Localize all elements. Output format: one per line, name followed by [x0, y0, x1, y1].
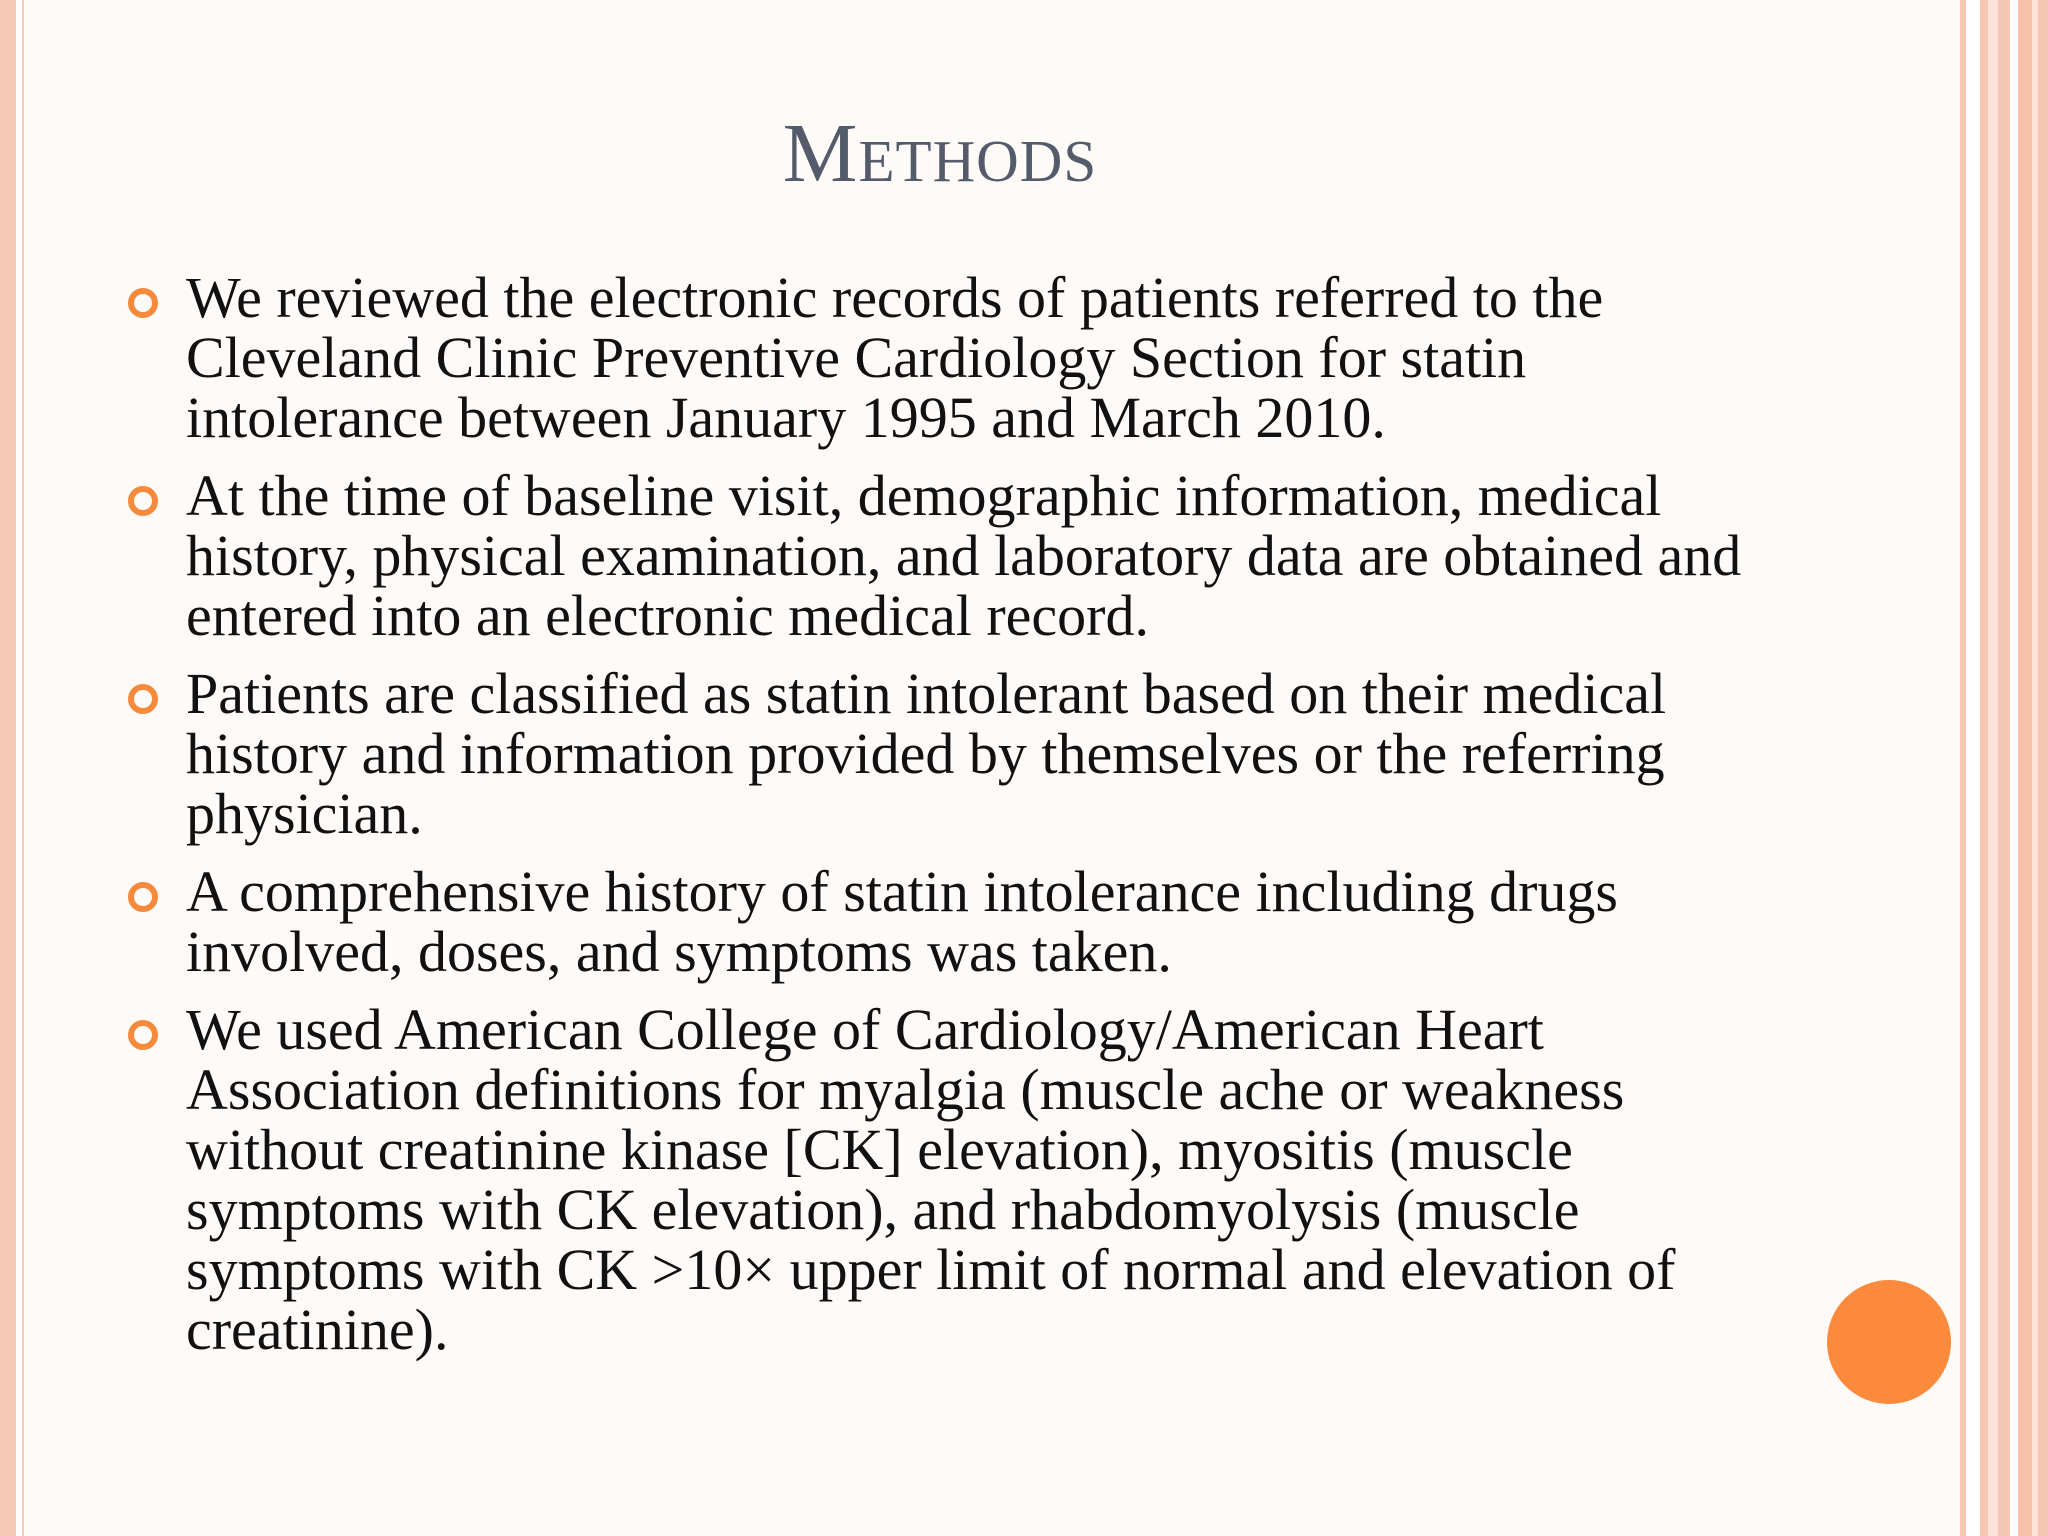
- bullet-ring-icon: [128, 1020, 158, 1050]
- bullet-item: [120, 265, 1780, 450]
- stripe: [1988, 0, 1998, 1536]
- decorative-orange-circle: [1827, 1280, 1951, 1404]
- bullet-ring-icon: [128, 486, 158, 516]
- stripe: [2010, 0, 2018, 1536]
- bullet-item: [120, 859, 1780, 984]
- right-decorative-stripes: [1960, 0, 2048, 1536]
- stripe: [2038, 0, 2048, 1536]
- left-border-line: [22, 0, 24, 1536]
- bullet-list: [120, 265, 1780, 1378]
- stripe: [1966, 0, 1980, 1536]
- stripe: [1998, 0, 2010, 1536]
- bullet-text: At the time of baseline visit, demographic information, medical history, physical examination, and laboratory data are obtained and entered into an electronic medical record.: [186, 463, 1742, 648]
- bullet-item: [120, 463, 1780, 648]
- stripe: [2018, 0, 2032, 1536]
- bullet-item: [120, 661, 1780, 846]
- bullet-ring-icon: [128, 684, 158, 714]
- left-border: [0, 0, 16, 1536]
- bullet-text: We used American College of Cardiology/American Heart Association definitions for myalgia (muscle ache or weakness without creatinine kinase [CK] elevation), myositis (muscle symptoms with CK elevation), and rhabdomyolysis (muscle symptoms with CK >10× upper limit of normal and elevation of creatinine).: [186, 997, 1676, 1362]
- bullet-text: A comprehensive history of statin intolerance including drugs involved, doses, and symptoms was taken.: [186, 859, 1618, 984]
- slide-title: Methods: [782, 107, 1098, 200]
- bullet-item: [120, 997, 1780, 1362]
- bullet-text: Patients are classified as statin intolerant based on their medical history and information provided by themselves or the referring physician.: [186, 661, 1667, 846]
- bullet-ring-icon: [128, 882, 158, 912]
- stripe: [1980, 0, 1988, 1536]
- bullet-text: We reviewed the electronic records of patients referred to the Cleveland Clinic Preventive Cardiology Section for statin intolerance between January 1995 and March 2010.: [186, 265, 1604, 450]
- bullet-ring-icon: [128, 288, 158, 318]
